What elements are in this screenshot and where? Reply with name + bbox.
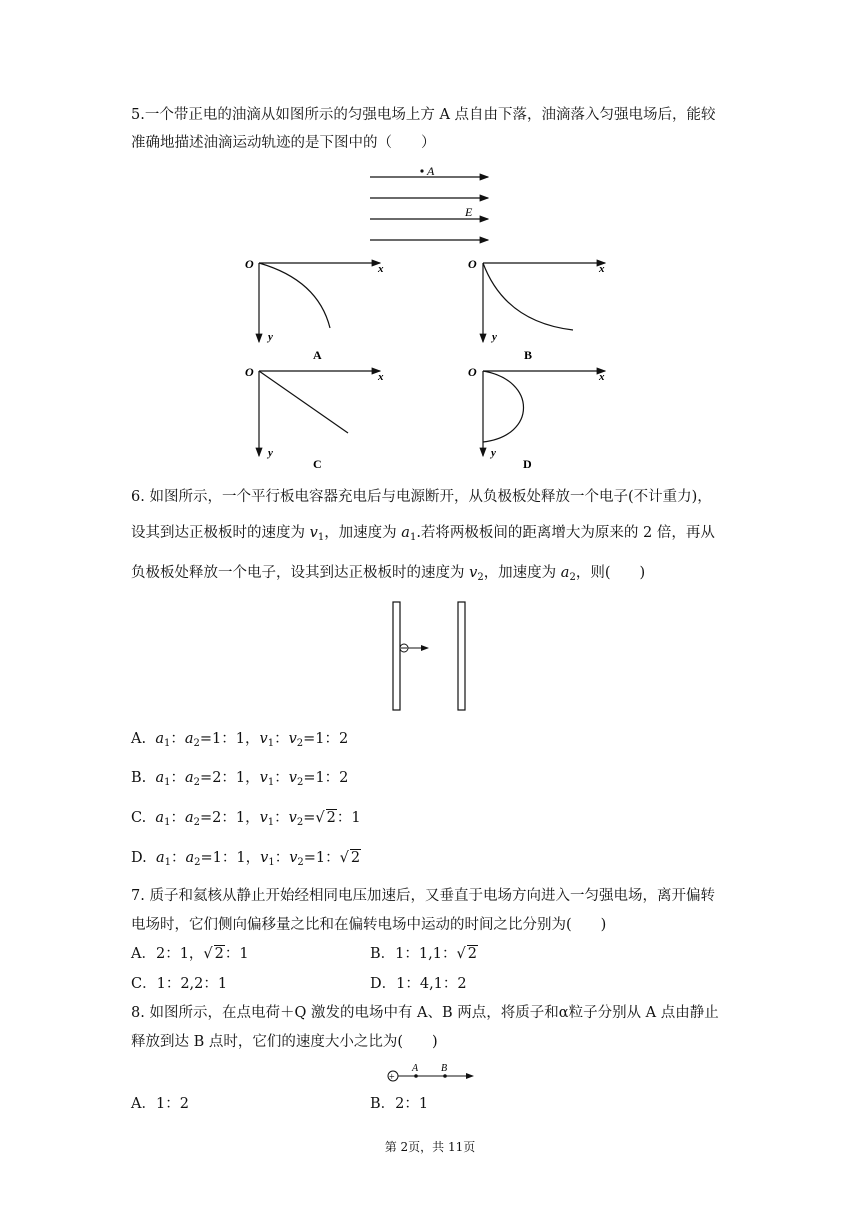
svg-text:x: x bbox=[599, 371, 605, 383]
svg-text:x: x bbox=[378, 371, 384, 383]
q6-option-b[interactable]: B. $a_1$：$a_2=2$：1，$v_1$：$v_2=1$：2 bbox=[131, 770, 349, 788]
q8-line-2: 释放到达 B 点时，它们的速度大小之比为( ) bbox=[131, 1034, 438, 1050]
q5-graph-a bbox=[240, 250, 400, 365]
svg-text:y: y bbox=[268, 447, 273, 459]
svg-text:y: y bbox=[492, 331, 497, 343]
q5-graph-d-label: D bbox=[523, 457, 532, 471]
q7-line-1: 7. 质子和氦核从静止开始经相同电压加速后，又垂直于电场方向进入一匀强电场，离开偏转 bbox=[131, 888, 715, 904]
svg-text:B: B bbox=[441, 1063, 448, 1074]
q7-line-2: 电场时，它们侧向偏移量之比和在偏转电场中运动的时间之比分别为( ) bbox=[131, 917, 607, 933]
svg-text:O: O bbox=[245, 257, 254, 271]
q6-line-1: 6. 如图所示，一个平行板电容器充电后与电源断开，从负极板处释放一个电子(不计重力)， bbox=[131, 489, 712, 505]
q5-graph-d bbox=[465, 358, 625, 473]
svg-text:O: O bbox=[468, 257, 477, 271]
q5-line-1: 5.一个带正电的油滴从如图所示的匀强电场上方 A 点自由下落，油滴落入匀强电场后，能较 bbox=[131, 107, 716, 123]
q8-point-charge-figure bbox=[383, 1060, 479, 1086]
q7-option-a[interactable]: A．2：1，√ 2：1 bbox=[131, 946, 249, 962]
q5-graph-a-label: A bbox=[313, 348, 322, 362]
q6-line-2: 设其到达正极板时的速度为 $v_1$，加速度为 $a_1$.若将两极板间的距离增大为原来的 2 倍，再从 bbox=[131, 525, 715, 543]
svg-text:x: x bbox=[378, 263, 384, 275]
svg-text:A: A bbox=[412, 1063, 419, 1074]
q6-option-d[interactable]: D. $a_1$：$a_2=1$：1，$v_1$：$v_2=1$：√ 2 bbox=[131, 850, 361, 868]
q6-capacitor-figure bbox=[385, 598, 475, 714]
q7-option-d[interactable]: D．1：4,1：2 bbox=[370, 976, 467, 992]
q8-option-a[interactable]: A．1：2 bbox=[131, 1096, 189, 1112]
q6-option-a[interactable]: A. $a_1$：$a_2=1$：1，$v_1$：$v_2=1$：2 bbox=[131, 731, 349, 749]
q7-option-c[interactable]: C．1：2,2：1 bbox=[131, 976, 228, 992]
q5-graph-b bbox=[465, 250, 625, 365]
q5-graph-b-label: B bbox=[524, 348, 533, 362]
svg-text:+: + bbox=[389, 1072, 395, 1083]
q5-graph-c-label: C bbox=[313, 457, 322, 471]
q5-field-figure bbox=[360, 160, 500, 250]
svg-text:O: O bbox=[245, 365, 254, 379]
q5-graph-c bbox=[240, 358, 400, 473]
q8-line-1: 8. 如图所示，在点电荷＋Q 激发的电场中有 A、B 两点，将质子和α粒子分别从 A 点由静止 bbox=[131, 1005, 719, 1021]
q7-option-b[interactable]: B．1：1,1：√ 2 bbox=[370, 946, 477, 962]
q8-option-b[interactable]: B．2：1 bbox=[370, 1096, 429, 1112]
svg-text:x: x bbox=[599, 263, 605, 275]
q5-point-label: A bbox=[427, 164, 435, 178]
q5-field-label: E bbox=[465, 205, 473, 219]
svg-text:O: O bbox=[468, 365, 477, 379]
q6-option-c[interactable]: C. $a_1$：$a_2=2$：1，$v_1$：$v_2=√$ 2：1 bbox=[131, 810, 361, 828]
svg-text:y: y bbox=[268, 331, 273, 343]
page-footer: 第 2页，共 11页 bbox=[384, 1140, 476, 1154]
svg-text:y: y bbox=[491, 447, 496, 459]
q6-line-3: 负极板处释放一个电子，设其到达正极板时的速度为 $v_2$，加速度为 $a_2$，则( ) bbox=[131, 565, 646, 583]
q5-line-2: 准确地描述油滴运动轨迹的是下图中的（ ） bbox=[131, 135, 436, 151]
